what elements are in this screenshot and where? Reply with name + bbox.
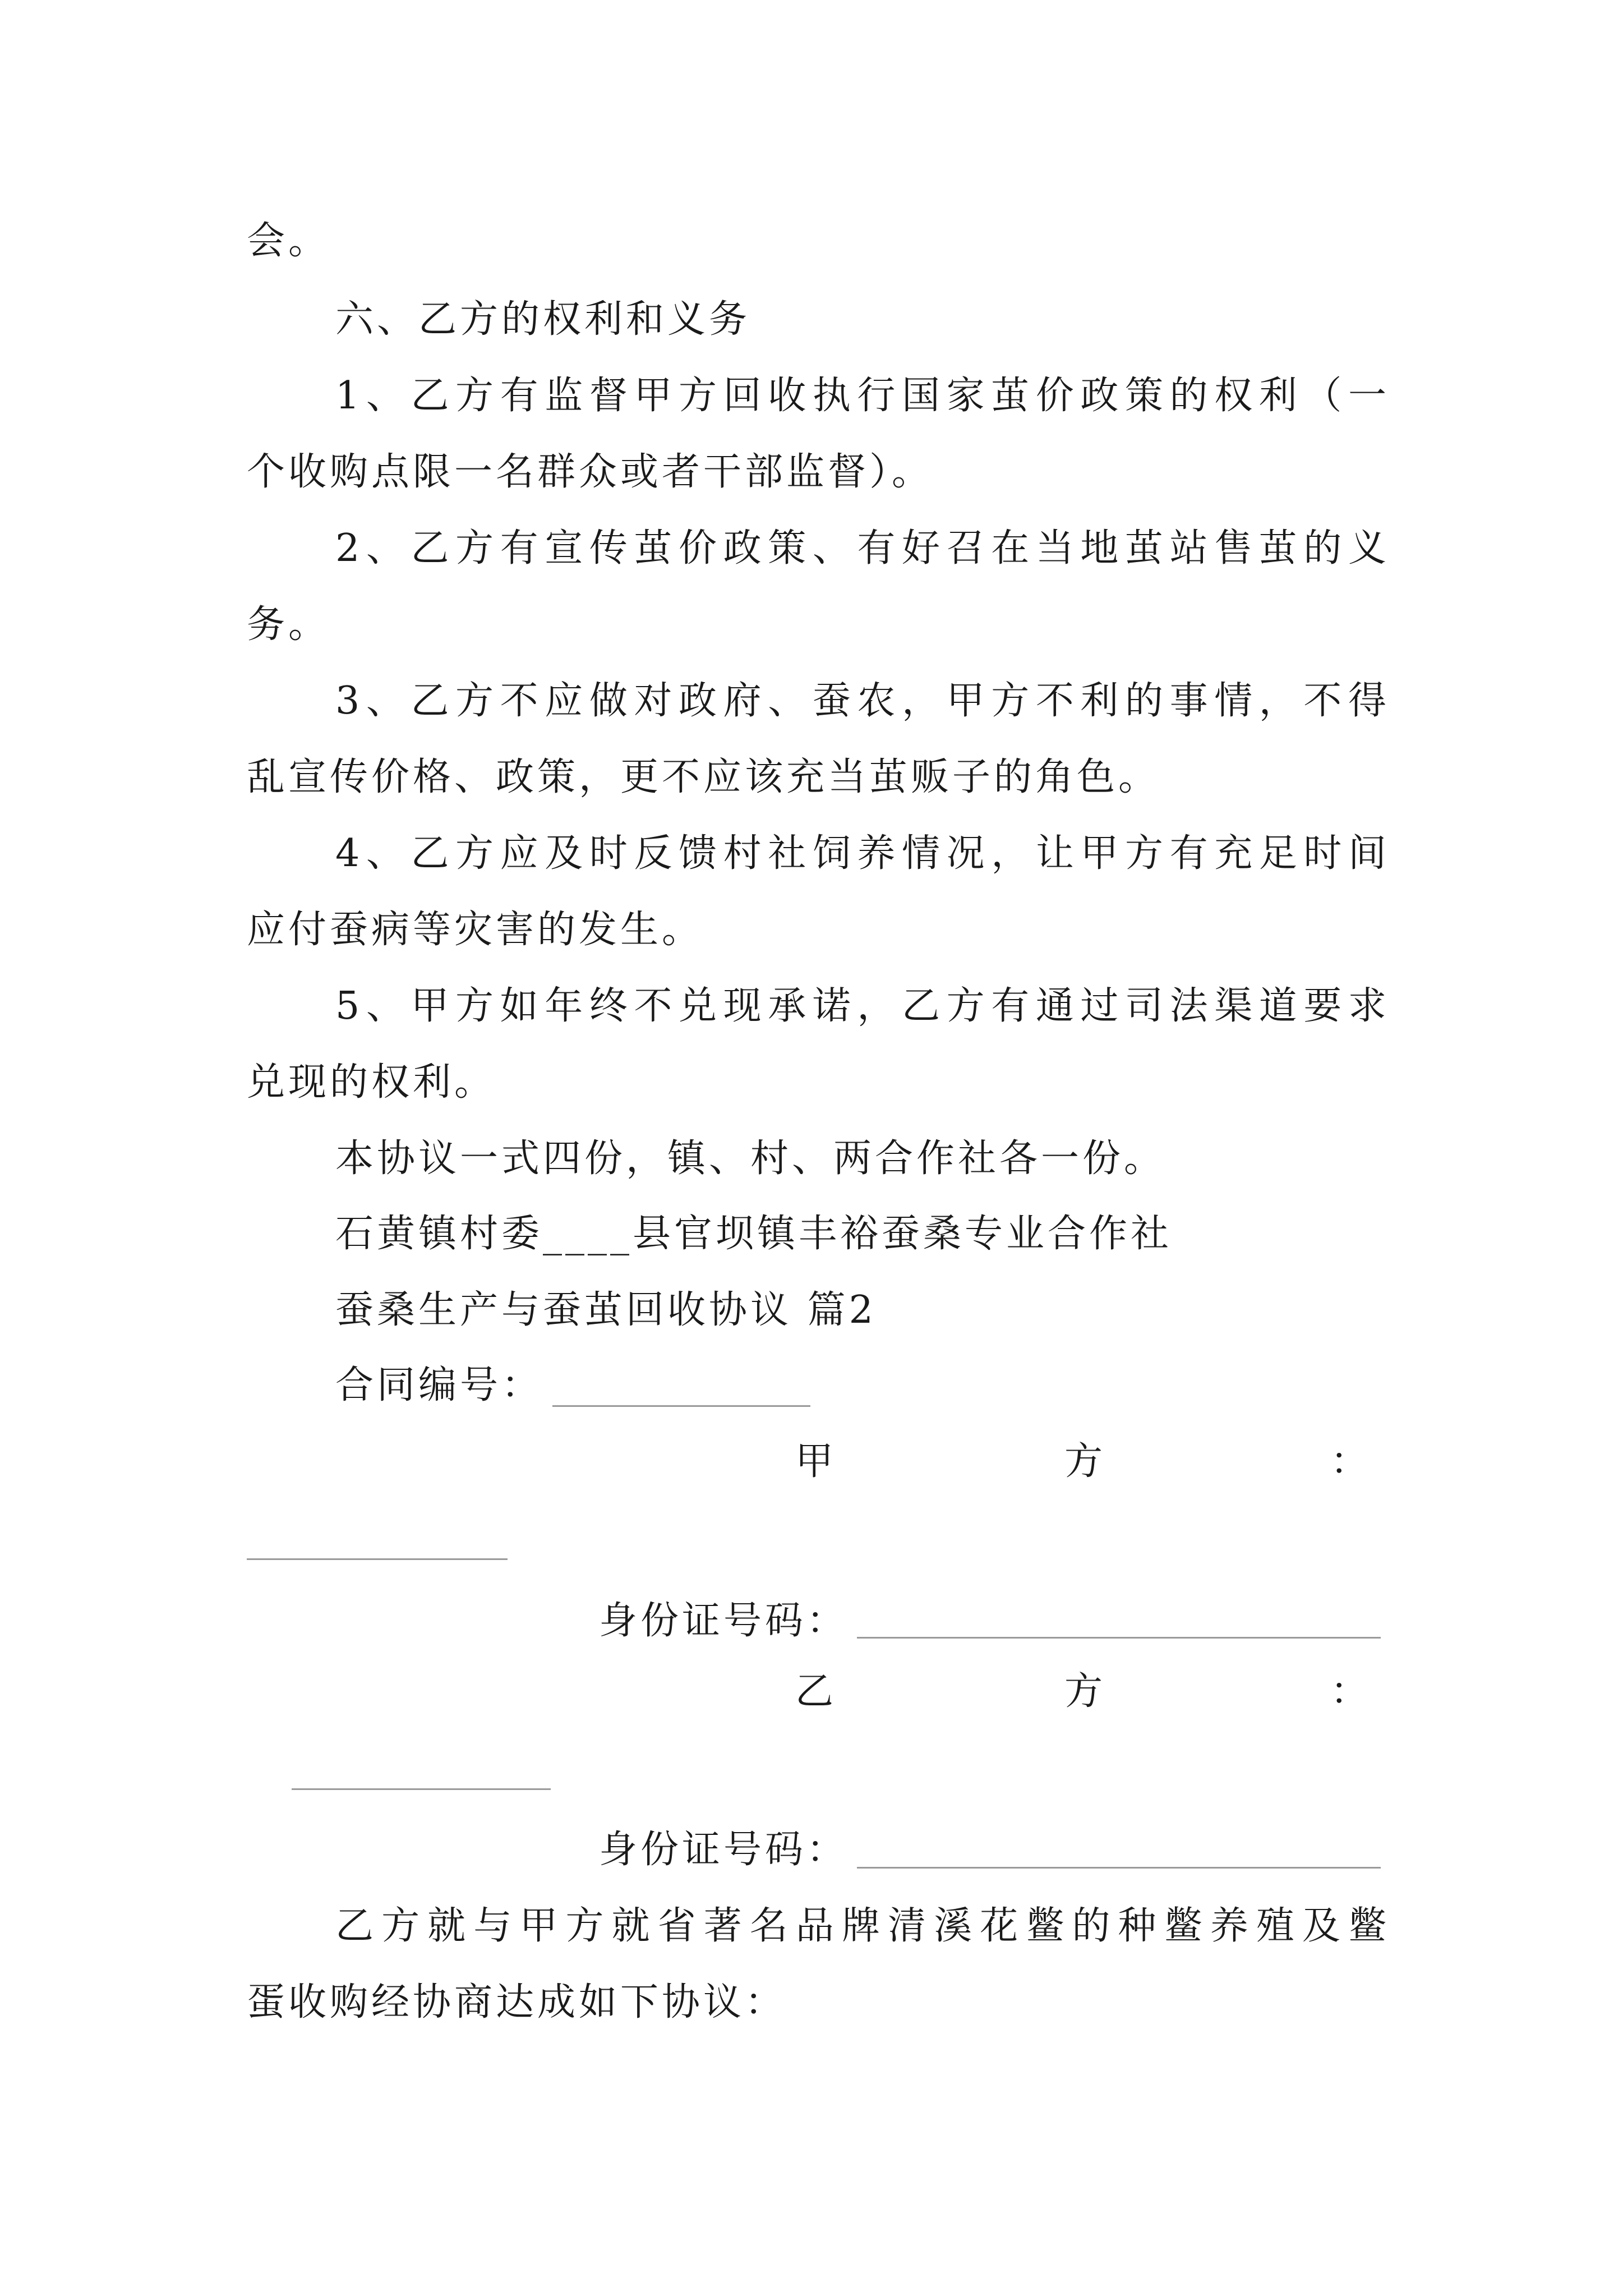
paragraph-line: 4、乙方应及时反馈村社饲养情况，让甲方有充足时间 xyxy=(335,831,1390,876)
party-a-id-blank xyxy=(857,1637,1381,1639)
party-a-char: 甲 xyxy=(795,1439,834,1484)
party-a-name-blank xyxy=(247,1558,508,1560)
party-a-char: 方 xyxy=(1064,1439,1103,1484)
paragraph-line: 会。 xyxy=(247,219,330,263)
paragraph-line: 1、乙方有监督甲方回收执行国家茧价政策的权利（一 xyxy=(335,374,1390,418)
party-a-id-label: 身份证号码： xyxy=(599,1599,849,1643)
party-b-id-label: 身份证号码： xyxy=(599,1828,849,1872)
party-b-colon: ： xyxy=(1330,1669,1369,1714)
party-b-id-blank xyxy=(857,1867,1381,1869)
section-heading: 六、乙方的权利和义务 xyxy=(335,297,751,342)
paragraph-line: 乙方就与甲方就省著名品牌清溪花鳖的种鳖养殖及鳖 xyxy=(335,1904,1390,1948)
party-b-name-blank xyxy=(292,1788,551,1790)
party-b-char: 乙 xyxy=(795,1669,834,1714)
paragraph-line: 本协议一式四份，镇、村、两合作社各一份。 xyxy=(335,1137,1166,1181)
contract-no-label: 合同编号： xyxy=(335,1363,543,1407)
paragraph-line: 务。 xyxy=(247,602,330,647)
paragraph-line: 个收购点限一名群众或者干部监督）。 xyxy=(247,450,934,494)
section-title: 蚕桑生产与蚕茧回收协议 篇2 xyxy=(335,1288,877,1332)
paragraph-line: 5、甲方如年终不兑现承诺，乙方有通过司法渠道要求 xyxy=(335,984,1390,1028)
paragraph-line: 2、乙方有宣传茧价政策、有好召在当地茧站售茧的义 xyxy=(335,526,1390,570)
party-a-colon: ： xyxy=(1330,1439,1369,1484)
paragraph-line: 蛋收购经协商达成如下协议： xyxy=(247,1980,787,2024)
party-b-char: 方 xyxy=(1064,1669,1103,1714)
paragraph-line: 乱宣传价格、政策，更不应该充当茧贩子的角色。 xyxy=(247,755,1160,799)
paragraph-line: 应付蚕病等灾害的发生。 xyxy=(247,908,704,952)
signature-line: 石黄镇村委____县官坝镇丰裕蚕桑专业合作社 xyxy=(335,1212,1173,1256)
contract-no-blank xyxy=(552,1405,810,1407)
paragraph-line: 兑现的权利。 xyxy=(247,1060,496,1105)
paragraph-line: 3、乙方不应做对政府、蚕农，甲方不利的事情，不得 xyxy=(335,679,1390,723)
